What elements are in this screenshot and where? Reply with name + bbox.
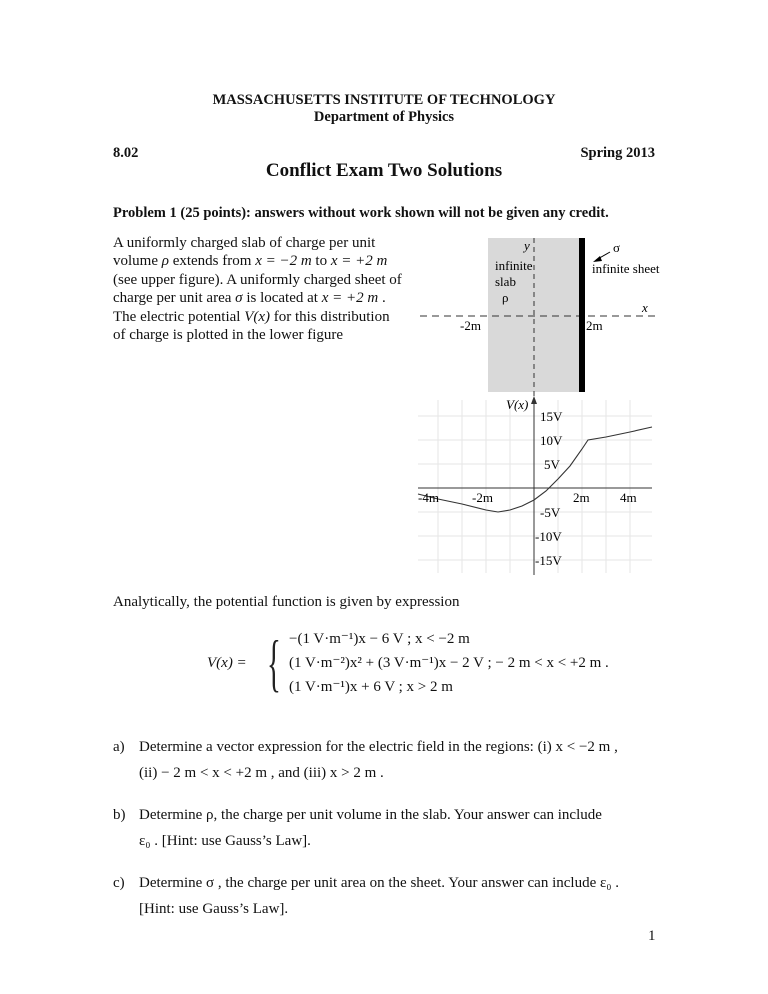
equation-case: (1 V·m⁻²)x² + (3 V·m⁻¹)x − 2 V ; − 2 m < x < +2 m .	[289, 655, 609, 671]
sheet-label: infinite sheet	[592, 261, 660, 276]
part-text: Determine ρ, the charge per unit volume in the slab. Your answer can include	[139, 807, 602, 823]
math-inline: x = +2 m	[330, 253, 388, 270]
intro-text: A uniformly charged slab of charge per unit volume	[113, 235, 376, 270]
x-axis-label: x	[642, 300, 648, 315]
rho-symbol: ρ	[161, 253, 169, 270]
math-inline: x = −2 m	[255, 253, 312, 270]
y-tick-label: 10V	[540, 433, 563, 448]
y-tick-label: 15V	[540, 409, 563, 424]
equation-case: (1 V·m⁻¹)x + 6 V ; x > 2 m	[289, 679, 453, 695]
y-tick-label: -15V	[535, 553, 562, 568]
slab-label: infinite	[495, 258, 533, 273]
y-tick-label: -10V	[535, 529, 562, 544]
part-label: c)	[113, 875, 125, 891]
math-inline: x = +2 m	[321, 290, 379, 307]
intro-text: (see upper figure). A uniformly charged sheet of charge per unit area	[113, 271, 402, 307]
sigma-symbol: σ	[235, 290, 243, 307]
intro-text: is located at	[242, 290, 322, 307]
intro-text: . The electric potential	[113, 290, 386, 325]
part-b	[113, 802, 673, 854]
part-c	[113, 870, 673, 922]
equation-lead: Analytically, the potential function is given by expression	[113, 594, 460, 610]
document-title: Conflict Exam Two Solutions	[265, 160, 503, 181]
tick-label-neg2m: -2m	[460, 318, 481, 333]
tick-label-2m: 2m	[586, 318, 603, 333]
part-text: ε₀ . [Hint: use Gauss’s Law].	[139, 833, 311, 849]
grid	[418, 400, 652, 573]
part-text: (ii) − 2 m < x < +2 m , and (iii) x > 2 m .	[139, 765, 384, 781]
page-number: 1	[648, 928, 656, 944]
brace-icon: {	[267, 627, 281, 698]
part-text: Determine σ , the charge per unit area on the sheet. Your answer can include ε₀ .	[139, 875, 620, 891]
problem-parts	[113, 734, 673, 936]
y-axis-arrow-icon	[531, 396, 537, 404]
part-text: [Hint: use Gauss’s Law].	[139, 901, 289, 917]
institution-heading: MASSACHUSETTS INSTITUTE OF TECHNOLOGY	[212, 92, 556, 108]
part-label: b)	[113, 807, 126, 823]
x-tick-label: 4m	[620, 490, 637, 505]
part-a	[113, 734, 673, 786]
infinite-sheet	[579, 238, 585, 392]
course-number: 8.02	[113, 145, 139, 161]
math-inline: V(x)	[244, 308, 270, 325]
equation-case: −(1 V·m⁻¹)x − 6 V ; x < −2 m	[289, 631, 470, 647]
y-axis-label: y	[524, 238, 530, 253]
problem-heading: Problem 1 (25 points): answers without work shown will not be given any credit.	[113, 205, 609, 221]
department-heading: Department of Physics	[313, 109, 455, 125]
intro-text: extends from	[168, 253, 256, 270]
sigma-symbol: σ	[613, 240, 621, 255]
y-axis-title: V(x)	[506, 397, 529, 412]
equation-lhs	[207, 651, 247, 675]
rho-symbol: ρ	[502, 290, 509, 305]
problem-intro	[113, 234, 403, 344]
intro-text: to	[311, 253, 331, 270]
x-tick-label: -4m	[418, 490, 439, 505]
y-tick-label: 5V	[544, 457, 560, 472]
term-label: Spring 2013	[580, 145, 655, 161]
part-label: a)	[113, 739, 125, 755]
slab-label: slab	[495, 274, 516, 289]
equation-cases	[289, 627, 609, 699]
slab-sheet-figure	[410, 230, 670, 400]
part-text: Determine a vector expression for the electric field in the regions: (i) x < −2 m ,	[139, 739, 618, 755]
equation-lhs-text: V(x) =	[207, 655, 247, 671]
y-tick-label: -5V	[540, 505, 561, 520]
potential-plot	[410, 395, 670, 580]
x-tick-label: 2m	[573, 490, 590, 505]
x-tick-label: -2m	[472, 490, 493, 505]
intro-text: for this distribution of charge is plotted in the lower figure	[113, 308, 390, 344]
